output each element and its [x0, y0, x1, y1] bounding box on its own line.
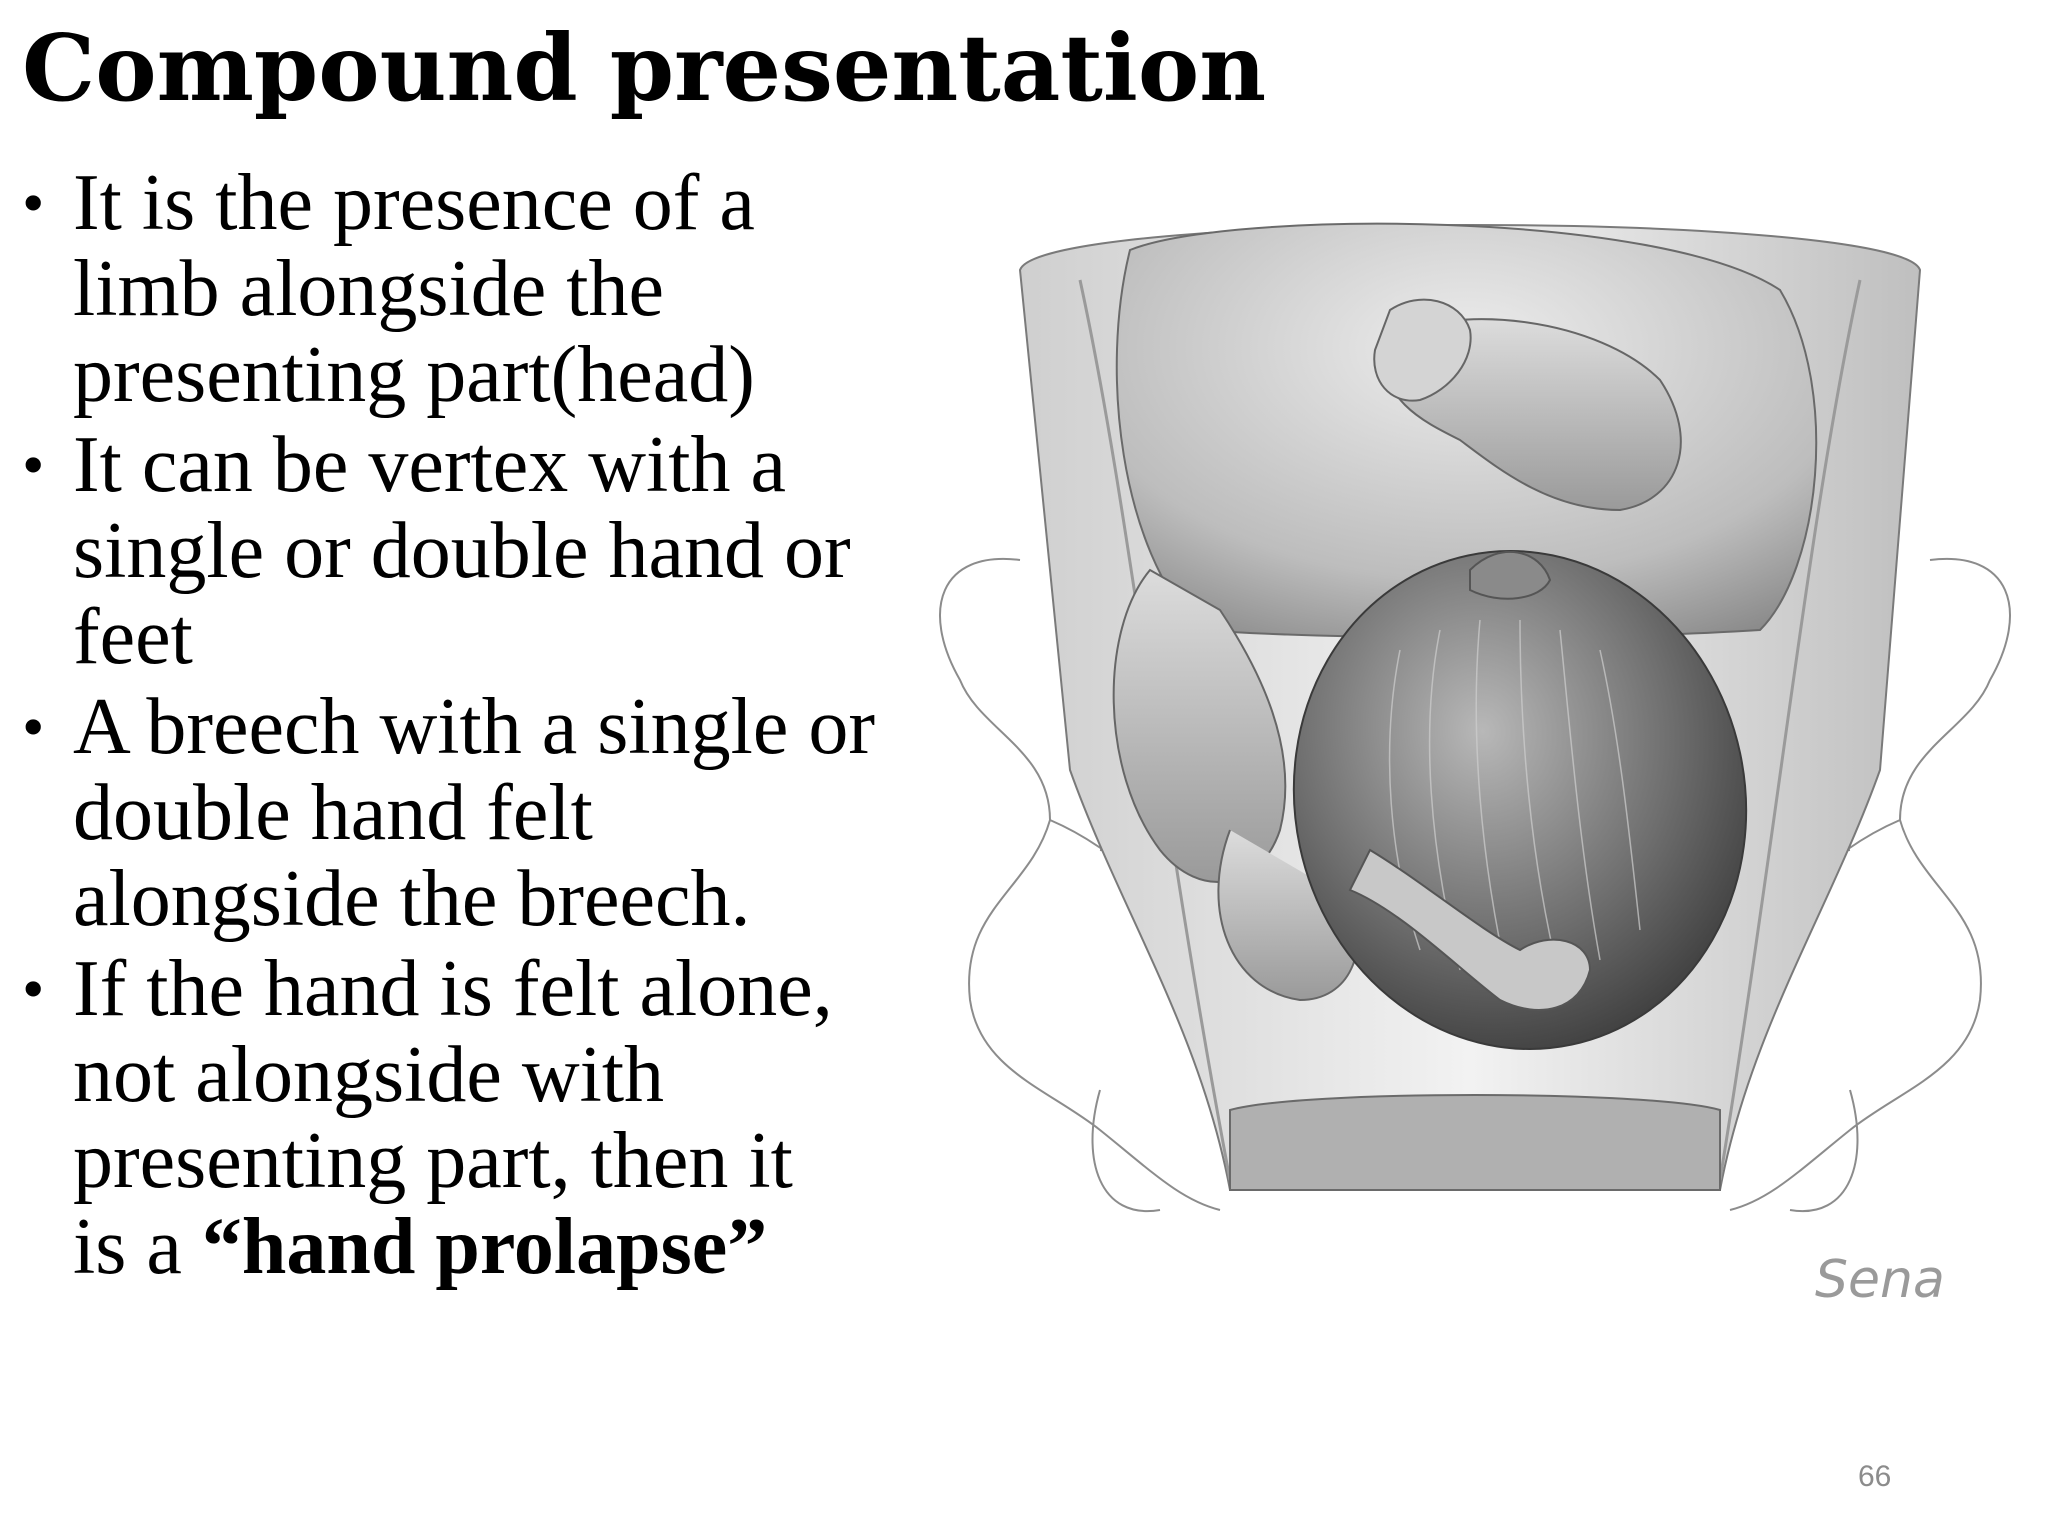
bullet-dot-icon: •	[22, 953, 45, 1024]
bullet-item	[22, 160, 982, 418]
page-number: 66	[1858, 1460, 1892, 1493]
bullet-item	[22, 684, 982, 942]
bullet-line: not alongside with	[73, 1031, 665, 1119]
fetus-in-pelvis-illustration	[900, 210, 2040, 1340]
bullet-line: presenting part(head)	[73, 331, 755, 419]
illustrator-signature: Sena	[1815, 1250, 1945, 1310]
bullet-line: feet	[73, 593, 193, 681]
slide-title: Compound presentation	[22, 14, 1267, 122]
bullet-line: It can be vertex with a	[73, 421, 787, 509]
bullet-line: A breech with a single or	[73, 683, 875, 771]
hand-prolapse-term: “hand prolapse”	[201, 1203, 768, 1291]
bullet-dot-icon: •	[22, 429, 45, 500]
bullet-line-prefix: is a	[73, 1203, 202, 1291]
bullet-line: If the hand is felt alone,	[73, 945, 833, 1033]
bullet-line: double hand felt	[73, 769, 593, 857]
bullet-line: limb alongside the	[73, 245, 665, 333]
bullet-dot-icon: •	[22, 167, 45, 238]
bullet-line: presenting part, then it	[73, 1117, 793, 1205]
bullet-item	[22, 422, 982, 680]
bullet-dot-icon: •	[22, 691, 45, 762]
bullet-line: It is the presence of a	[73, 159, 755, 247]
bullet-item	[22, 946, 982, 1290]
bullet-list	[22, 160, 982, 1294]
bullet-line: single or double hand or	[73, 507, 851, 595]
bullet-line-last	[73, 1204, 982, 1290]
bullet-line: alongside the breech.	[73, 855, 751, 943]
